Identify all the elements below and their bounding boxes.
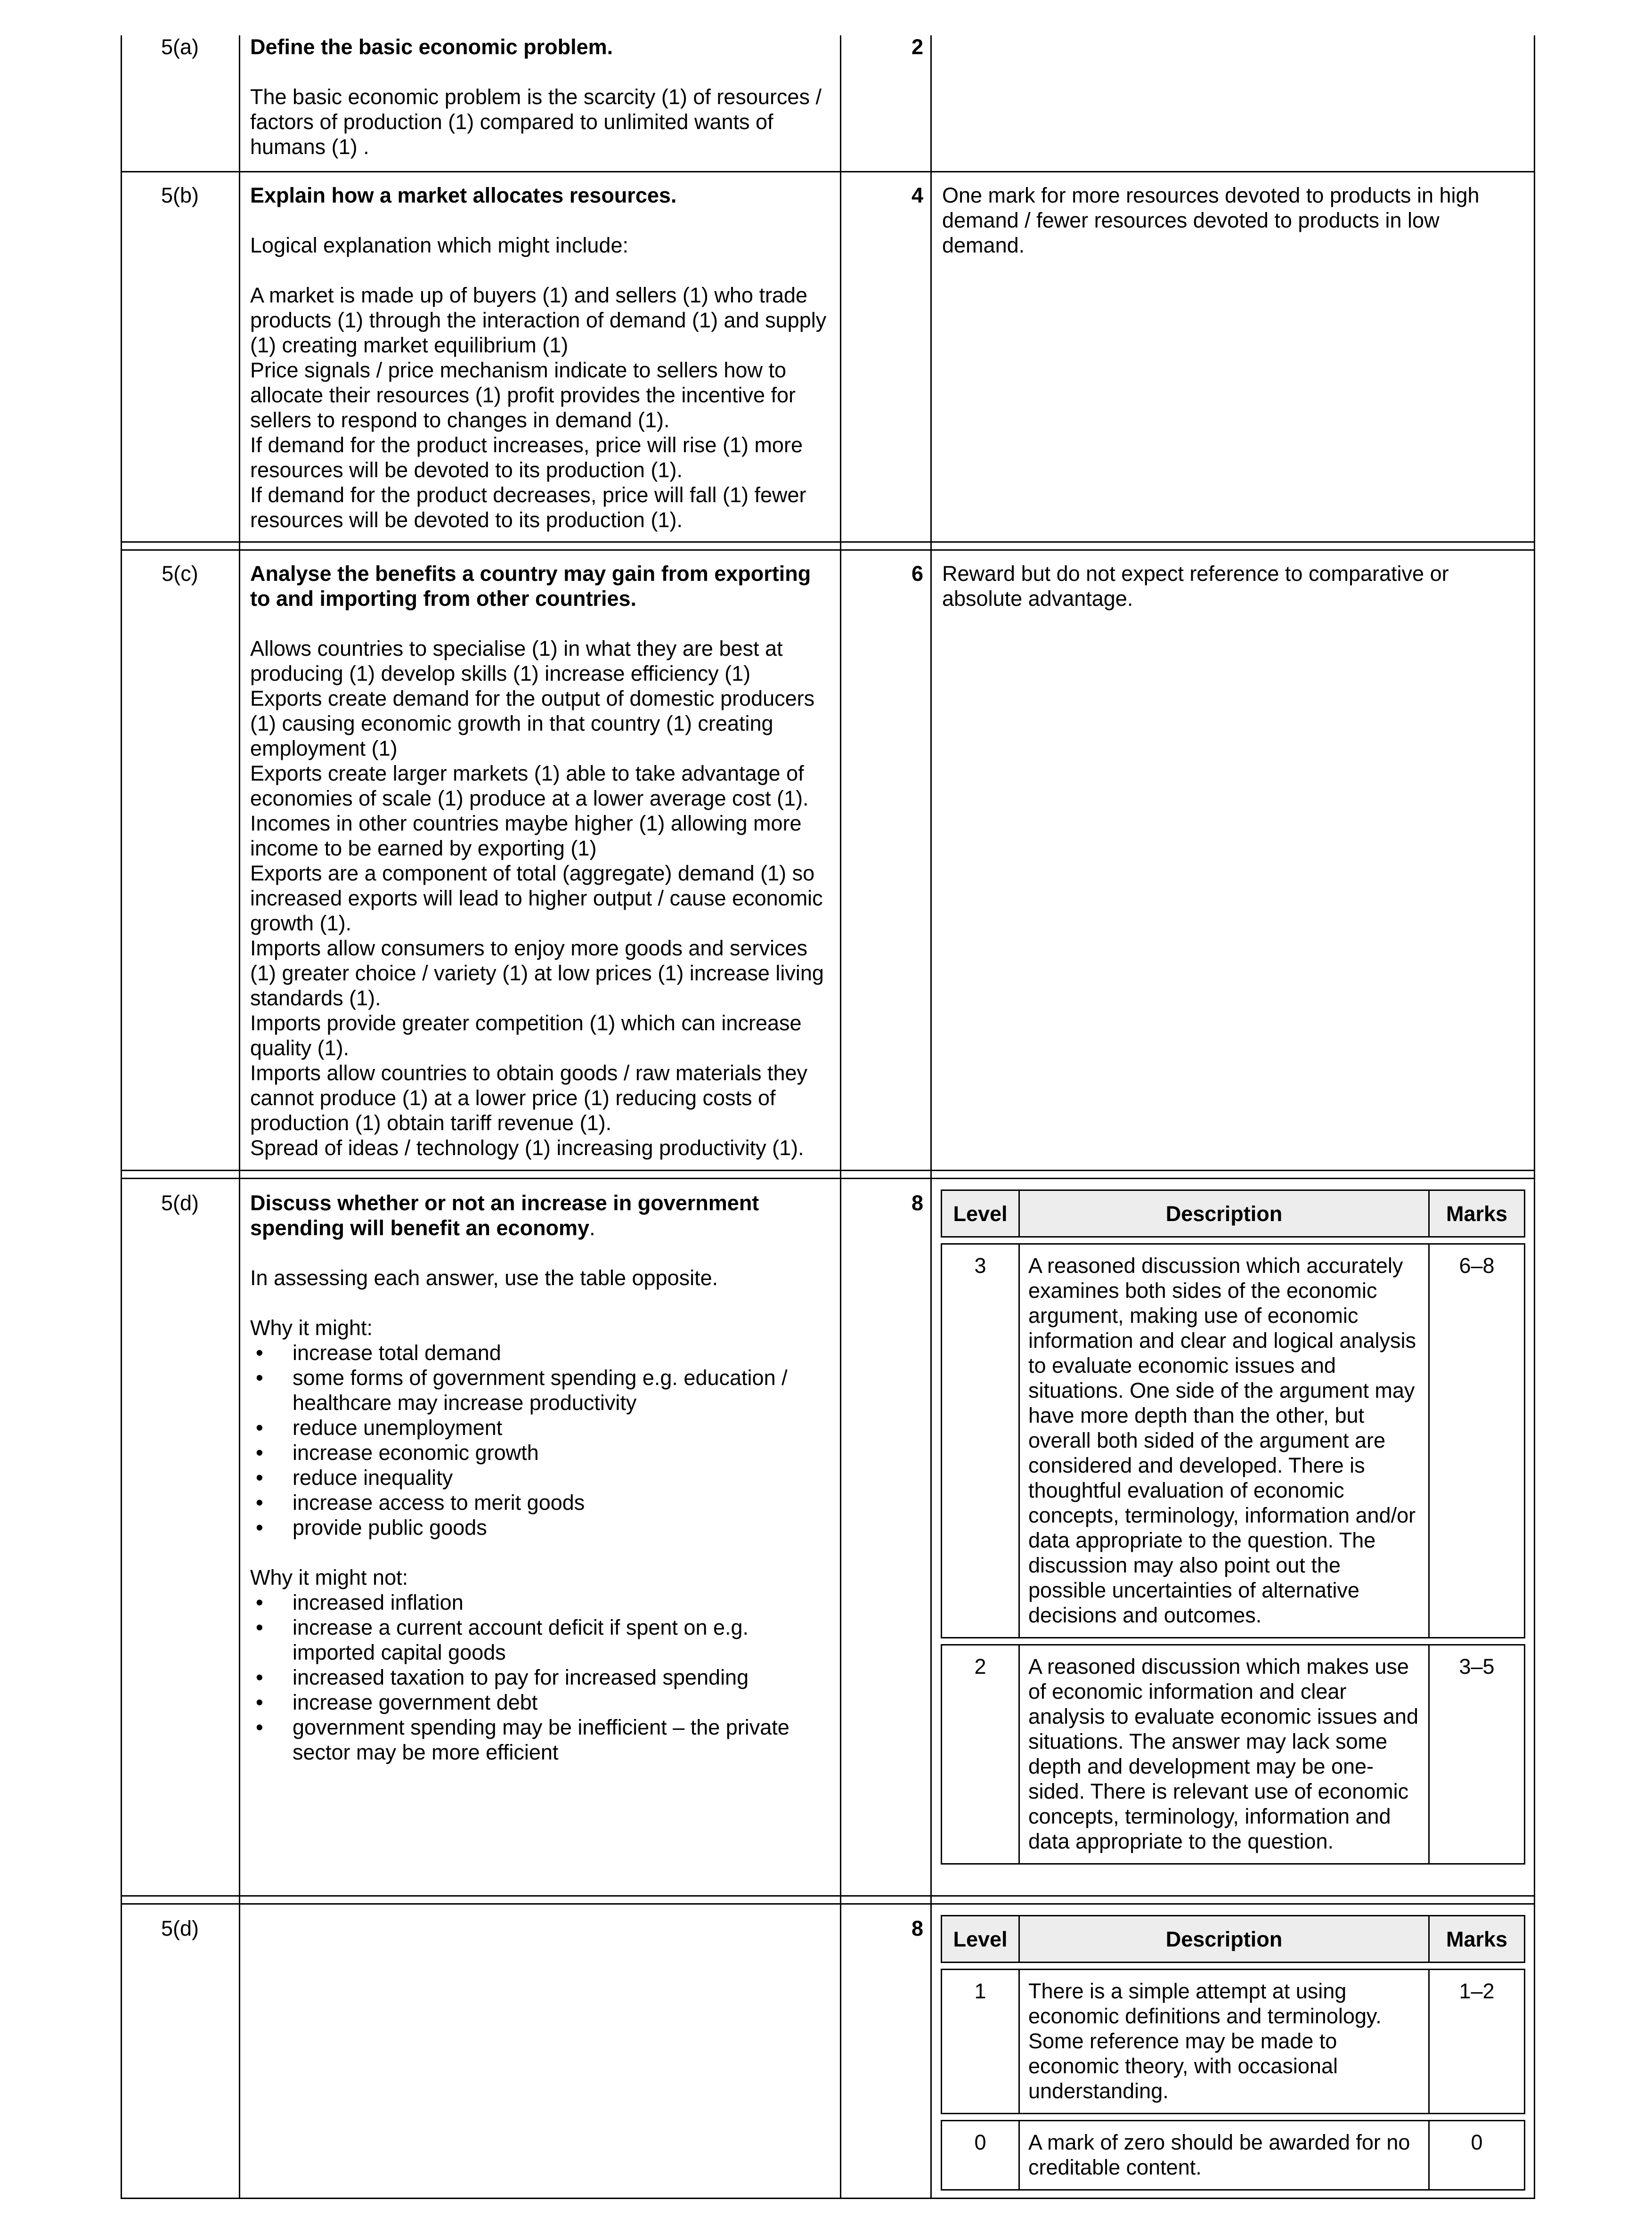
grid-line [121, 1903, 1535, 1905]
description-cell: A mark of zero should be awarded for no creditable content. [1019, 2121, 1429, 2190]
mark-value: 2 [911, 35, 923, 59]
answer-cell [250, 183, 834, 532]
answer-paragraph: If demand for the product increases, price will rise (1) more resources will be devoted to its production (1). [250, 433, 803, 482]
answer-paragraph: If demand for the product decreases, price will fall (1) fewer resources will be devoted to its production (1). [250, 483, 806, 532]
table-header-row [942, 1916, 1525, 1963]
column-header-level: Level [942, 1190, 1019, 1237]
question-title: Analyse the benefits a country may gain from exporting to and importing from other countries. [250, 562, 811, 611]
guidance-cell: Reward but do not expect reference to comparative or absolute advantage. [942, 562, 1449, 611]
grid-line [121, 541, 1535, 543]
answer-cell [250, 34, 834, 159]
table-row [942, 1645, 1525, 1864]
marks-cell: 1–2 [1429, 1970, 1525, 2114]
grid-line [840, 35, 841, 2199]
bullet-item: • increase government debt [250, 1690, 834, 1715]
grid-line [121, 171, 1535, 172]
answer-paragraph: Exports are a component of total (aggregate) demand (1) so increased exports will lead to higher output / cause economic growth (1). [250, 861, 823, 935]
question-number: 5(a) [161, 35, 199, 59]
level-descriptor-table-continued [941, 1915, 1525, 2191]
bullet-item: • increase access to merit goods [250, 1490, 834, 1515]
bullet-item: • increase economic growth [250, 1440, 834, 1465]
column-header-marks: Marks [1429, 1916, 1525, 1963]
answer-paragraph: Spread of ideas / technology (1) increasing productivity (1). [250, 1136, 804, 1160]
table-row [942, 2121, 1525, 2190]
table-spacer-row [942, 1237, 1525, 1244]
mark-value: 8 [911, 1191, 923, 1215]
grid-line [121, 1178, 1535, 1179]
bullet-item: • government spending may be inefficient – the private sector may be more efficient [250, 1715, 834, 1765]
grid-line [121, 1170, 1535, 1171]
grid-line [1534, 35, 1535, 2199]
bullet-item: • increase a current account deficit if spent on e.g. imported capital goods [250, 1615, 834, 1665]
question-number: 5(d) [161, 1191, 199, 1215]
answer-cell [250, 561, 834, 1160]
column-header-level: Level [942, 1916, 1019, 1963]
grid-line [121, 1895, 1535, 1897]
bullet-list [250, 1590, 834, 1765]
column-header-description: Description [1019, 1916, 1429, 1963]
bullet-item: • increase total demand [250, 1340, 834, 1365]
bullet-item: • increased inflation [250, 1590, 834, 1615]
column-header-description: Description [1019, 1190, 1429, 1237]
bullet-item: • reduce unemployment [250, 1415, 834, 1440]
answer-paragraph: A market is made up of buyers (1) and sellers (1) who trade products (1) through the interaction of demand (1) and supply (1) creating market equilibrium (1) [250, 283, 827, 357]
question-number: 5(b) [161, 183, 199, 207]
level-cell: 1 [942, 1970, 1019, 2114]
answer-cell [250, 1190, 834, 1765]
grid-line [121, 549, 1535, 551]
level-descriptor-table [941, 1189, 1525, 1865]
marks-cell: 0 [1429, 2121, 1525, 2190]
marks-cell: 6–8 [1429, 1244, 1525, 1638]
bullet-item: • provide public goods [250, 1515, 834, 1540]
marks-cell: 3–5 [1429, 1645, 1525, 1864]
answer-paragraph: The basic economic problem is the scarcity (1) of resources / factors of production (1) compared to unlimited wants of humans (1) . [250, 85, 822, 159]
answer-paragraph: Exports create demand for the output of domestic producers (1) causing economic growth in that country (1) creating employment (1) [250, 686, 815, 760]
description-cell: A reasoned discussion which makes use of economic information and clear analysis to evaluate economic issues and situations. The answer may lack some depth and development may be one-sided. There is relevant use of economic concepts, terminology, information and data appropriate to the question. [1019, 1645, 1429, 1864]
bullet-item: • some forms of government spending e.g. education / healthcare may increase productivity [250, 1365, 834, 1415]
grid-line [121, 35, 122, 2199]
guidance-cell: One mark for more resources devoted to products in high demand / fewer resources devoted to products in low demand. [942, 183, 1480, 257]
answer-paragraph: Imports allow consumers to enjoy more goods and services (1) greater choice / variety (1) at low prices (1) increase living standards (1). [250, 936, 824, 1010]
bullet-list [250, 1340, 834, 1540]
level-cell: 3 [942, 1244, 1019, 1638]
question-title [250, 1190, 834, 1240]
grid-line [121, 2198, 1535, 2199]
question-title: Define the basic economic problem. [250, 35, 613, 59]
column-header-marks: Marks [1429, 1190, 1525, 1237]
grid-line [930, 35, 932, 2199]
answer-paragraph: Allows countries to specialise (1) in what they are best at producing (1) develop skills (1) increase efficiency (1) [250, 636, 783, 685]
answer-intro: Logical explanation which might include: [250, 233, 628, 257]
answer-paragraph: Imports provide greater competition (1) which can increase quality (1). [250, 1011, 802, 1060]
question-number: 5(d) [161, 1916, 199, 1940]
question-number: 5(c) [162, 562, 198, 586]
table-spacer-row [942, 1963, 1525, 1970]
table-row [942, 1970, 1525, 2114]
table-spacer-row [942, 1638, 1525, 1645]
question-title-end: . [589, 1216, 595, 1240]
table-row [942, 1244, 1525, 1638]
answer-paragraph: Incomes in other countries maybe higher (1) allowing more income to be earned by exporting (1) [250, 811, 802, 860]
level-cell: 0 [942, 2121, 1019, 2190]
answer-paragraph: Imports allow countries to obtain goods / raw materials they cannot produce (1) at a lower price (1) reducing costs of production (1) obtain tariff revenue (1). [250, 1061, 808, 1135]
answer-intro: In assessing each answer, use the table opposite. [250, 1266, 718, 1290]
mark-value: 8 [911, 1916, 923, 1940]
bullet-item: • increased taxation to pay for increased spending [250, 1665, 834, 1690]
bullet-item: • reduce inequality [250, 1465, 834, 1490]
mark-value: 4 [911, 183, 923, 207]
table-spacer-row [942, 2114, 1525, 2121]
grid-line [239, 35, 240, 2199]
level-cell: 2 [942, 1645, 1019, 1864]
answer-paragraph: Exports create larger markets (1) able to take advantage of economies of scale (1) produce at a lower average cost (1). [250, 761, 809, 810]
table-header-row [942, 1190, 1525, 1237]
list-heading: Why it might: [250, 1316, 373, 1340]
question-title: Explain how a market allocates resources. [250, 183, 677, 207]
question-title-main: Discuss whether or not an increase in government spending will benefit an economy [250, 1191, 759, 1240]
mark-value: 6 [911, 562, 923, 586]
description-cell: There is a simple attempt at using economic definitions and terminology. Some reference may be made to economic theory, with occasional understanding. [1019, 1970, 1429, 2114]
description-cell: A reasoned discussion which accurately examines both sides of the economic argument, making use of economic information and clear and logical analysis to evaluate economic issues and situations. One side of the argument may have more depth than the other, but overall both sided of the argument are considered and developed. There is thoughtful evaluation of economic concepts, terminology, information and/or data appropriate to the question. The discussion may also point out the possible uncertainties of alternative decisions and outcomes. [1019, 1244, 1429, 1638]
answer-paragraph: Price signals / price mechanism indicate to sellers how to allocate their resources (1) profit provides the incentive for sellers to respond to changes in demand (1). [250, 358, 796, 432]
list-heading: Why it might not: [250, 1565, 408, 1589]
